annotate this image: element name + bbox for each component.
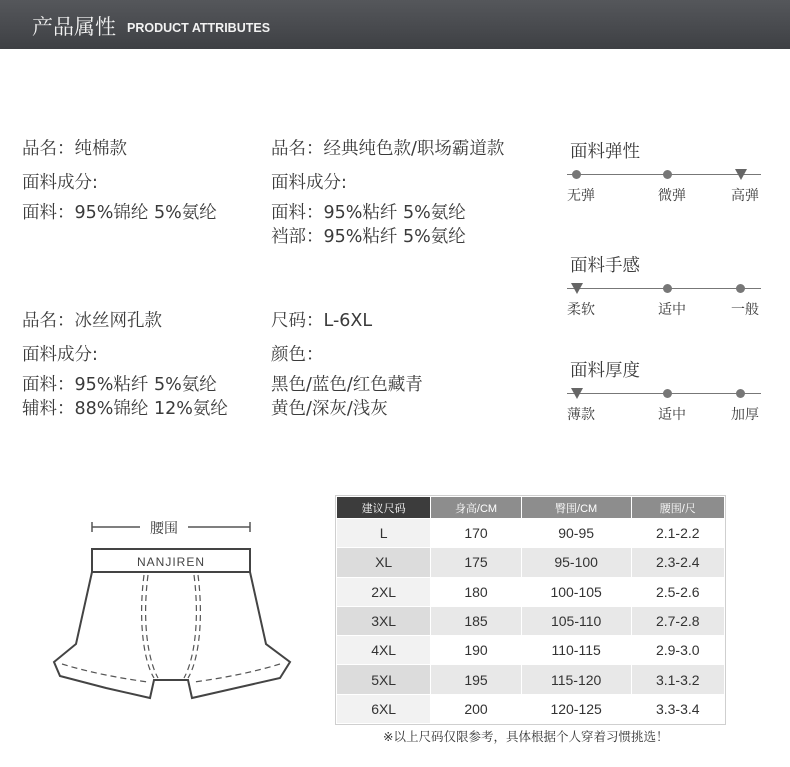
scale-label: 高弹 (731, 188, 759, 204)
scale-label: 微弹 (658, 188, 686, 204)
table-cell: XL (337, 548, 431, 577)
scale-dot (663, 170, 672, 179)
table-cell: 4XL (337, 636, 431, 665)
elasticity-scale (567, 166, 761, 206)
header-cell: 建议尺码 (337, 497, 431, 519)
table-cell: 2.9-3.0 (631, 636, 724, 665)
table-cell: 200 (431, 694, 521, 723)
table-cell: 2XL (337, 577, 431, 606)
product-1-material-line: 面料：95%锦纶 5%氨纶 (22, 203, 217, 223)
table-cell: 115-120 (521, 665, 631, 694)
table-cell: 170 (431, 519, 521, 548)
table-row (337, 548, 725, 577)
table-cell: 120-125 (521, 694, 631, 723)
table-cell: 105-110 (521, 606, 631, 635)
scale-dot (572, 170, 581, 179)
scale-dot (736, 389, 745, 398)
table-cell: 195 (431, 665, 521, 694)
table-cell: 2.1-2.2 (631, 519, 724, 548)
table-cell: 5XL (337, 665, 431, 694)
product-3-material-title: 面料成分: (22, 345, 98, 365)
table-cell: 100-105 (521, 577, 631, 606)
table-row (337, 665, 725, 694)
table-cell: 90-95 (521, 519, 631, 548)
header-cell: 臀围/CM (521, 497, 631, 519)
scale-dot (736, 284, 745, 293)
section-header (0, 0, 790, 49)
product-1-name: 品名：纯棉款 (22, 139, 127, 159)
product-3-material-line-2: 辅料：88%锦纶 12%氨纶 (22, 399, 228, 419)
table-cell: 95-100 (521, 548, 631, 577)
table-cell: 180 (431, 577, 521, 606)
size-range: 尺码：L-6XL (271, 311, 373, 331)
softness-scale-title: 面料手感 (570, 256, 640, 276)
section-title-cn: 产品属性 (32, 15, 116, 39)
scale-label: 适中 (658, 302, 686, 318)
colors-title: 颜色： (271, 345, 324, 365)
scale-label: 适中 (658, 407, 686, 423)
product-2-material-line-1: 面料：95%粘纤 5%氨纶 (271, 203, 466, 223)
scale-selected-marker (571, 283, 583, 294)
table-row (337, 519, 725, 548)
header-cell: 身高/CM (431, 497, 521, 519)
product-2-material-title: 面料成分: (271, 173, 347, 193)
scale-dot (663, 284, 672, 293)
briefs-outline (54, 549, 290, 698)
size-table-header-row (337, 497, 725, 519)
scale-label: 一般 (731, 302, 759, 318)
table-cell: 175 (431, 548, 521, 577)
table-cell: 2.7-2.8 (631, 606, 724, 635)
thickness-scale (567, 385, 761, 425)
product-3-name: 品名：冰丝网孔款 (22, 311, 162, 331)
scale-label: 无弹 (567, 188, 595, 204)
thickness-scale-title: 面料厚度 (570, 361, 640, 381)
section-title-en: PRODUCT ATTRIBUTES (127, 21, 271, 35)
waist-label: 腰围 (150, 521, 178, 537)
table-cell: 3XL (337, 606, 431, 635)
table-cell: L (337, 519, 431, 548)
table-cell: 2.3-2.4 (631, 548, 724, 577)
softness-scale (567, 280, 761, 320)
scale-selected-marker (571, 388, 583, 399)
size-table (336, 496, 725, 724)
table-cell: 190 (431, 636, 521, 665)
table-row (337, 577, 725, 606)
scale-dot (663, 389, 672, 398)
scale-label: 薄款 (567, 407, 595, 423)
product-3-material-line-1: 面料：95%粘纤 5%氨纶 (22, 375, 217, 395)
table-cell: 6XL (337, 694, 431, 723)
brand-label: NANJIREN (136, 555, 206, 569)
scale-label: 柔软 (567, 302, 595, 318)
table-cell: 185 (431, 606, 521, 635)
scale-selected-marker (735, 169, 747, 180)
header-cell: 腰围/尺 (631, 497, 724, 519)
colors-line-2: 黄色/深灰/浅灰 (271, 399, 388, 419)
table-cell: 3.1-3.2 (631, 665, 724, 694)
size-note: ※以上尺码仅限参考，具体根据个人穿着习惯挑选！ (383, 729, 669, 744)
scale-label: 加厚 (731, 407, 759, 423)
table-row (337, 636, 725, 665)
colors-line-1: 黑色/蓝色/红色藏青 (271, 375, 423, 395)
table-cell: 110-115 (521, 636, 631, 665)
table-cell: 2.5-2.6 (631, 577, 724, 606)
elasticity-scale-title: 面料弹性 (570, 142, 640, 162)
product-1-material-title: 面料成分: (22, 173, 98, 193)
table-row (337, 606, 725, 635)
product-2-material-line-2: 裆部：95%粘纤 5%氨纶 (271, 227, 466, 247)
product-2-name: 品名：经典纯色款/职场霸道款 (271, 139, 505, 159)
table-row (337, 694, 725, 723)
table-cell: 3.3-3.4 (631, 694, 724, 723)
briefs-diagram (48, 512, 294, 702)
